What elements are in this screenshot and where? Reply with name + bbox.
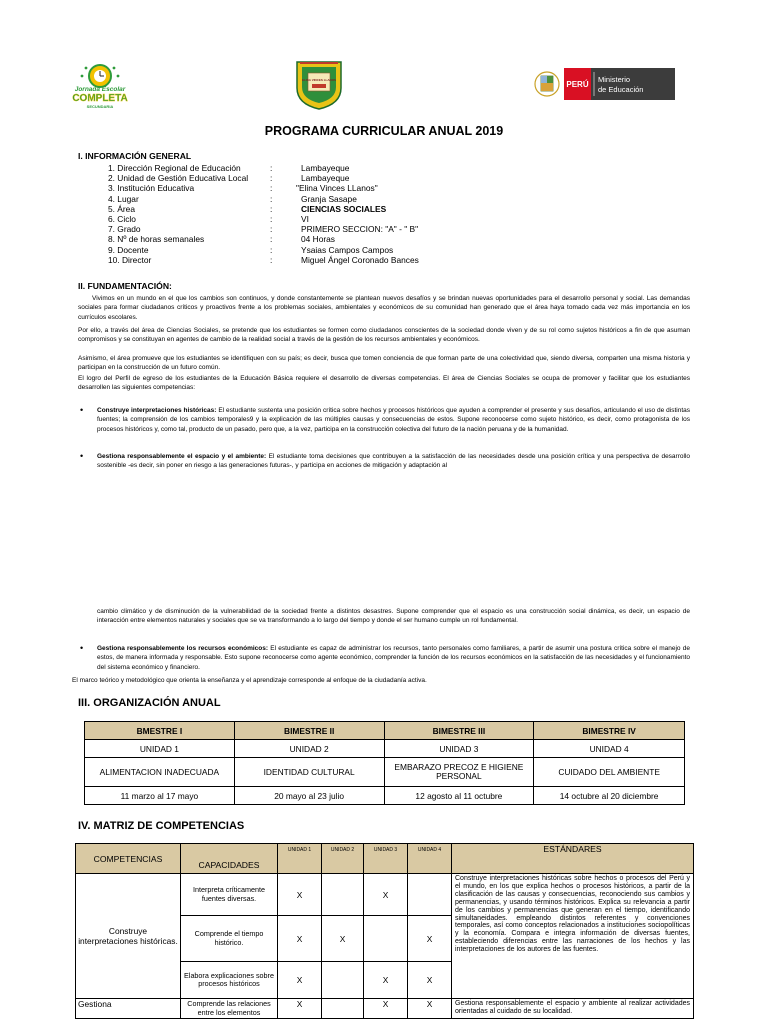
table-cell: EMBARAZO PRECOZ E HIGIENE PERSONAL	[384, 758, 534, 787]
unidad-header: UNIDAD 2	[322, 844, 364, 874]
table-header-cell: BIMESTRE III	[384, 722, 534, 740]
info-colon: :	[270, 203, 273, 214]
info-colon: :	[270, 213, 273, 224]
table-cell: ALIMENTACION INADECUADA	[85, 758, 235, 787]
table-header-row	[85, 722, 685, 740]
ministerio-educacion-logo	[533, 66, 675, 102]
table-row	[85, 758, 685, 787]
info-label: 4. Lugar	[108, 193, 139, 204]
unit-mark-cell: X	[408, 962, 452, 999]
fundamentacion-heading: II. FUNDAMENTACIÓN:	[78, 281, 172, 291]
svg-text:PERÚ: PERÚ	[566, 80, 589, 89]
info-label: 6. Ciclo	[108, 213, 136, 224]
competencias-header: COMPETENCIAS	[76, 844, 181, 874]
info-value: Granja Sasape	[301, 193, 357, 204]
table-cell: IDENTIDAD CULTURAL	[234, 758, 384, 787]
capacidad-cell: Elabora explicaciones sobre procesos históricos	[181, 962, 278, 999]
unit-mark-cell: X	[364, 999, 408, 1019]
unidad-header: UNIDAD 4	[408, 844, 452, 874]
svg-text:Jornada Escolar: Jornada Escolar	[74, 86, 126, 93]
jornada-escolar-completa-logo	[66, 60, 134, 110]
bullet-icon: •	[80, 451, 84, 461]
bullet-text: El estudiante toma decisiones que contribuyen a la satisfacción de las necesidades desde una posición crítica y una perspectiva de desarrollo sostenible -es decir, sin poner en riesgo a las generaciones futuras-, y participa en acciones de mitigación y adaptación al	[97, 453, 690, 470]
unidad-header: UNIDAD 3	[364, 844, 408, 874]
svg-text:ELINA VINCES LLANOS: ELINA VINCES LLANOS	[301, 78, 337, 82]
svg-text:Ministerio: Ministerio	[598, 75, 631, 84]
capacidad-cell: Interpreta críticamente fuentes diversas.	[181, 874, 278, 916]
info-value: VI	[301, 213, 309, 224]
info-label: 3. Institución Educativa	[108, 183, 195, 194]
bullet-text: El estudiante sustenta una posición crítica sobre hechos y procesos históricos que ayuden a comprender el presente y sus desafíos, articulando el uso de distintas fuentes; la comprensión de los cambios temporales9 y la explicación de las múltiples causas y consecuencias de estos. Supone reconocerse como sujeto histórico, es decir, como protagonista de los procesos históricos y, como tal, producto de un pasado, pero que, a la vez, participa en la construcción colectiva del futuro de la nación peruana y de la humanidad.	[97, 407, 690, 433]
unit-mark-cell: X	[278, 916, 322, 962]
matriz-competencias-table	[75, 843, 694, 1019]
bullet-icon: •	[80, 643, 84, 653]
capacidad-cell: Comprende el tiempo histórico.	[181, 916, 278, 962]
table-header-cell: BIMESTRE II	[234, 722, 384, 740]
organizacion-anual-table	[84, 721, 685, 805]
competencia-cell: Construye interpretaciones históricas.	[76, 874, 181, 999]
capacidades-header: CAPACIDADES	[181, 844, 278, 874]
competencia-bullet-espacio	[80, 452, 690, 471]
unit-mark-cell: X	[408, 916, 452, 962]
info-label: 1. Dirección Regional de Educación	[108, 163, 241, 173]
svg-text:COMPLETA: COMPLETA	[72, 93, 128, 104]
unit-mark-cell	[408, 874, 452, 916]
table-cell: 11 marzo al 17 mayo	[85, 787, 235, 805]
info-colon: :	[270, 173, 273, 184]
info-colon: :	[270, 254, 273, 265]
info-value: Miguel Ángel Coronado Bances	[301, 254, 419, 265]
info-value: Lambayeque	[301, 173, 350, 184]
table-row	[76, 999, 694, 1019]
info-label: 5. Área	[108, 203, 136, 214]
svg-text:SECUNDARIA: SECUNDARIA	[86, 104, 114, 109]
fundamentacion-paragraph-4: El logro del Perfil de egreso de los estudiantes de la Educación Básica requiere el desarrollo de diversas competencias. El área de Ciencias Sociales se ocupa de promover y facilitar que los estudiantes desarrollen las siguientes competencias:	[78, 375, 690, 392]
info-colon: :	[270, 224, 273, 235]
capacidad-cell: Comprende las relaciones entre los elementos	[181, 999, 278, 1019]
estandares-header: ESTÁNDARES	[452, 844, 694, 874]
bullet-icon: •	[80, 405, 84, 415]
info-label: 7. Grado	[108, 224, 141, 235]
table-cell: 12 agosto al 11 octubre	[384, 787, 534, 805]
info-label: 9. Docente	[108, 244, 149, 255]
table-row	[76, 874, 694, 916]
info-colon: :	[270, 163, 273, 173]
unit-mark-cell	[322, 874, 364, 916]
info-value: Ysaias Campos Campos	[301, 244, 394, 255]
unit-mark-cell	[322, 962, 364, 999]
info-colon: :	[270, 234, 273, 245]
matriz-competencias-heading: IV. MATRIZ DE COMPETENCIAS	[78, 820, 245, 832]
bullet-text: El estudiante es capaz de administrar los recursos, tanto personales como familiares, a partir de asumir una postura crítica sobre el manejo de estos, de manera informada y responsable. Esto supone reconocerse como agente económico, comprender la función de los recursos económicos en la satisfacción de las necesidades y el funcionamiento del sistema económico y financiero.	[97, 645, 690, 671]
info-colon: :	[270, 183, 273, 194]
fundamentacion-paragraph-3: Asimismo, el área promueve que los estudiantes se identifiquen con su país; es decir, busca que tomen conciencia de que forman parte de una colectividad que, siendo diversa, comparten una misma historia y participan en la construcción de un futuro común.	[78, 355, 690, 372]
info-label: 2. Unidad de Gestión Educativa Local	[108, 173, 249, 184]
svg-text:de Educación: de Educación	[598, 85, 644, 94]
table-cell: 14 octubre al 20 diciembre	[534, 787, 685, 805]
fundamentacion-paragraph-1: Vivimos en un mundo en el que los cambios son continuos, y donde constantemente se plantean nuevos desafíos y se brindan nuevas oportunidades para el desarrollo personal y social. Las demandas sociales para formar ciudadanos críticos y proactivos frente a los problemas sociales, ambientales y económicos de su comunidad han generado que el área haya tomado cada vez más importancia en los currículos escolares.	[78, 295, 690, 321]
info-value: "Elina Vinces LLanos"	[296, 183, 378, 194]
table-row	[85, 740, 685, 758]
unit-mark-cell: X	[278, 874, 322, 916]
unit-mark-cell	[322, 999, 364, 1019]
unit-mark-cell: X	[364, 874, 408, 916]
table-cell: UNIDAD 4	[534, 740, 685, 758]
estandar-cell: Gestiona responsablemente el espacio y ambiente al realizar actividades orientadas al cuidado de su localidad.	[452, 999, 694, 1019]
unit-mark-cell: X	[278, 962, 322, 999]
bullet-title: Gestiona responsablemente los recursos económicos:	[97, 645, 269, 652]
competencia-cell: Gestiona	[76, 999, 181, 1019]
competencia-bullet-recursos	[80, 644, 690, 672]
table-cell: 20 mayo al 23 julio	[234, 787, 384, 805]
competencia-bullet-espacio-continued: cambio climático y de disminución de la vulnerabilidad de la sociedad frente a distintos desastres. Supone comprender que el espacio es una construcción social dinámica, es decir, un espacio de interacción entre elementos naturales y sociales que se va transformando a lo largo del tiempo y donde el ser humano cumple un rol fundamental.	[97, 608, 690, 625]
info-colon: :	[270, 193, 273, 204]
bullet-title: Gestiona responsablemente el espacio y el ambiente:	[97, 453, 267, 460]
document-title: PROGRAMA CURRICULAR ANUAL 2019	[264, 124, 504, 138]
unit-mark-cell: X	[322, 916, 364, 962]
info-colon: :	[270, 244, 273, 255]
table-row	[85, 787, 685, 805]
fundamentacion-paragraph-5: El marco teórico y metodológico que orienta la enseñanza y el aprendizaje corresponde al enfoque de la ciudadanía activa.	[72, 677, 427, 684]
table-cell: UNIDAD 2	[234, 740, 384, 758]
bullet-title: Construye interpretaciones históricas:	[97, 407, 217, 414]
table-header-cell: BMESTRE I	[85, 722, 235, 740]
table-cell: CUIDADO DEL AMBIENTE	[534, 758, 685, 787]
table-cell: UNIDAD 3	[384, 740, 534, 758]
info-label: 8. Nº de horas semanales	[108, 234, 205, 245]
info-value: CIENCIAS SOCIALES	[301, 203, 387, 214]
unidad-header: UNIDAD 1	[278, 844, 322, 874]
unit-mark-cell: X	[278, 999, 322, 1019]
estandar-cell: Construye interpretaciones históricas sobre hechos o procesos del Perú y el mundo, en los que explica hechos o procesos históricos, a partir de la clasificación de las causas y consecuencias, reconociendo sus cambios y permanencias, y usando términos históricos. Explica su relevancia a partir de los cambios y permanencias que generan en el tiempo, identificando simultaneidades. empleando distintos referentes y convenciones temporales, así como conceptos relacionados a instituciones sociopolíticas y la economía. Compara e integra información de diversas fuentes, estableciendo diferencias entre las narraciones de los hechos y las interpretaciones de los autores de las fuentes.	[452, 874, 694, 999]
unit-mark-cell: X	[408, 999, 452, 1019]
table-header-cell: BIMESTRE IV	[534, 722, 685, 740]
table-cell: UNIDAD 1	[85, 740, 235, 758]
info-label: 10. Director	[108, 254, 152, 265]
organizacion-anual-heading: III. ORGANIZACIÓN ANUAL	[78, 697, 221, 709]
school-crest-logo	[294, 58, 344, 110]
fundamentacion-paragraph-2: Por ello, a través del área de Ciencias Sociales, se pretende que los estudiantes se formen como ciudadanos conscientes de la sociedad donde viven y de su rol como sujetos históricos a fin de que asuman compromisos y se constituyan en agentes de cambio de la realidad social a través de la gestión de los recursos ambientales y económicos.	[78, 327, 690, 344]
unit-mark-cell: X	[364, 962, 408, 999]
unit-mark-cell	[364, 916, 408, 962]
table-header-row	[76, 844, 694, 874]
info-value: Lambayeque	[301, 163, 350, 173]
info-general-heading: I. INFORMACIÓN GENERAL	[78, 151, 192, 161]
info-value: 04 Horas	[301, 234, 335, 245]
info-value: PRIMERO SECCION: "A" - " B"	[301, 224, 419, 235]
competencia-bullet-historicas	[80, 406, 690, 434]
